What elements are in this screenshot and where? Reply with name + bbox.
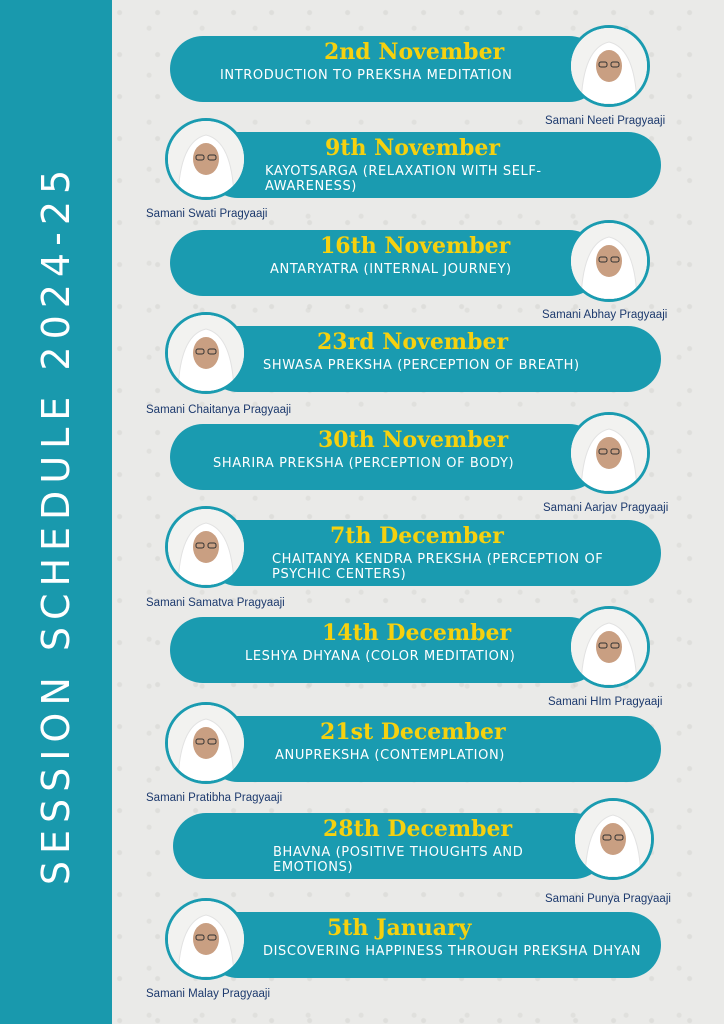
session-card-2 xyxy=(205,132,661,198)
session-card-7 xyxy=(170,617,602,683)
session-date: 16th November xyxy=(320,233,511,259)
speaker-name: Samani Aarjav Pragyaaji xyxy=(543,502,669,514)
session-topic: DISCOVERING HAPPINESS THROUGH PREKSHA DHYAN xyxy=(263,944,642,959)
session-topic: BHAVNA (POSITIVE THOUGHTS AND EMOTIONS) xyxy=(273,845,524,875)
speaker-photo xyxy=(165,702,247,784)
session-card-5 xyxy=(170,424,602,490)
speaker-photo xyxy=(568,606,650,688)
session-card-8 xyxy=(205,716,661,782)
speaker-photo xyxy=(165,898,247,980)
speaker-name: Samani Chaitanya Pragyaaji xyxy=(146,404,292,416)
session-topic: LESHYA DHYANA (COLOR MEDITATION) xyxy=(245,649,516,664)
speaker-name: Samani Pratibha Pragyaaji xyxy=(146,792,283,804)
speaker-name: Samani Swati Pragyaaji xyxy=(146,208,268,220)
session-date: 5th January xyxy=(327,915,472,941)
speaker-photo xyxy=(568,25,650,107)
speaker-name: Samani Abhay Pragyaaji xyxy=(542,309,668,321)
session-card-4 xyxy=(205,326,661,392)
session-card-9 xyxy=(173,813,607,879)
session-date: 9th November xyxy=(325,135,500,161)
session-date: 23rd November xyxy=(317,329,509,355)
session-topic: ANUPREKSHA (CONTEMPLATION) xyxy=(275,748,505,763)
session-topic: KAYOTSARGA (RELAXATION WITH SELF-AWARENESS) xyxy=(265,164,542,194)
session-date: 30th November xyxy=(318,427,509,453)
speaker-name: Samani HIm Pragyaaji xyxy=(548,696,663,708)
session-card-3 xyxy=(170,230,602,296)
session-date: 28th December xyxy=(323,816,513,842)
schedule-title: SESSION SCHEDULE 2024-25 xyxy=(34,162,78,886)
speaker-name: Samani Malay Pragyaaji xyxy=(146,988,271,1000)
session-date: 7th December xyxy=(330,523,504,549)
session-topic: SHWASA PREKSHA (PERCEPTION OF BREATH) xyxy=(263,358,580,373)
sidebar xyxy=(0,0,112,1024)
session-card-10 xyxy=(205,912,661,978)
session-date: 14th December xyxy=(322,620,512,646)
session-date: 21st December xyxy=(320,719,506,745)
session-card-6 xyxy=(205,520,661,586)
speaker-photo xyxy=(165,312,247,394)
session-topic: CHAITANYA KENDRA PREKSHA (PERCEPTION OF PSYCHIC CENTERS) xyxy=(272,552,604,582)
session-date: 2nd November xyxy=(324,39,505,65)
speaker-photo xyxy=(568,220,650,302)
session-topic: ANTARYATRA (INTERNAL JOURNEY) xyxy=(270,262,512,277)
session-card-1 xyxy=(170,36,602,102)
speaker-photo xyxy=(572,798,654,880)
speaker-name: Samani Samatva Pragyaaji xyxy=(146,597,285,609)
speaker-name: Samani Punya Pragyaaji xyxy=(545,893,671,905)
speaker-photo xyxy=(165,506,247,588)
speaker-name: Samani Neeti Pragyaaji xyxy=(545,115,666,127)
speaker-photo xyxy=(568,412,650,494)
session-topic: INTRODUCTION TO PREKSHA MEDITATION xyxy=(220,68,513,83)
speaker-photo xyxy=(165,118,247,200)
session-topic: SHARIRA PREKSHA (PERCEPTION OF BODY) xyxy=(213,456,515,471)
